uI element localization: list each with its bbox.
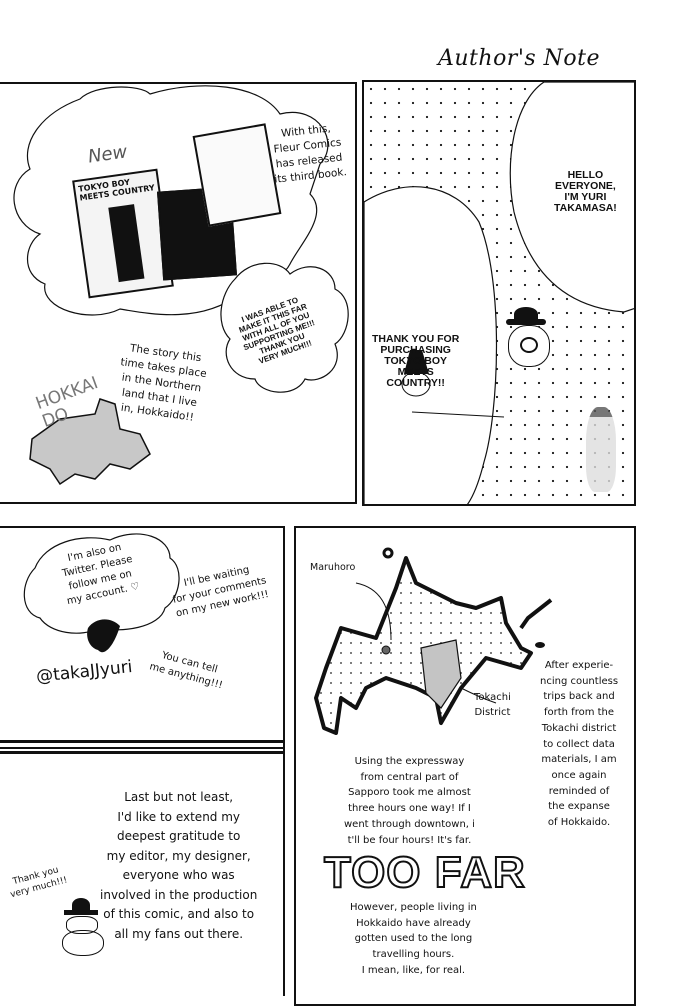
waiting-text: I'll be waiting for your comments on my new work!!! <box>171 564 270 620</box>
tell-text: You can tell me anything!!! <box>148 650 224 692</box>
trips-text: After experie- ncing countless trips back and forth from the Tokachi district to collect data materials, I am once again reminded of the expanse of Hokkaido. <box>540 660 619 829</box>
book-cover-main <box>72 169 174 299</box>
gratitude-text: Last but not least, I'd like to extend my deepest gratitude to my editor, my designer, everyone who was involved in the production of this comic, and also to all my fans out there. <box>100 790 258 941</box>
thought-cloud <box>0 528 285 758</box>
expressway-text: Using the expressway from central part of Sapporo took me almost three hours one way! If I went through downtown, i t'll be four hours! It's far. <box>344 756 475 846</box>
released-text: With this, Fleur Comics has released its third book. <box>273 122 348 186</box>
greeting-bubble-text: HELLO EVERYONE, I'M YURI TAKAMASA! <box>554 169 617 214</box>
mascot-icon <box>60 898 106 958</box>
twitter-handle[interactable]: @takaJJyuri <box>35 657 134 687</box>
book-cover-third <box>193 123 282 226</box>
panel-gratitude <box>0 758 285 996</box>
twitter-bubble-text: I'm also on Twitter. Please follow me on my account. ♡ <box>61 541 141 608</box>
hokkaido-label: HOKKAI DO <box>33 373 101 432</box>
support-bubble-text: I WAS ABLE TO MAKE IT THIS FAR WITH ALL OF YOU SUPPORTING ME!!! THANK YOU VERY MUCH!!! <box>237 295 316 366</box>
panel-new-book <box>0 82 357 504</box>
mascot-icon <box>504 307 554 367</box>
maruhoro-label: Maruhoro <box>310 562 356 573</box>
book-cover-title: TOKYO BOY MEETS COUNTRY <box>77 177 156 203</box>
thanks-bubble-text: THANK YOU FOR PURCHASING TOKYO BOY MEETS COUNTRY!! <box>372 333 460 389</box>
too-far-heading: TOO FAR <box>324 848 526 897</box>
new-label: New <box>86 141 129 168</box>
story-text: The story this time takes place in the Northern land that I live in, Hokkaido!! <box>119 342 208 424</box>
character-figure <box>586 407 616 492</box>
page-title: Author's Note <box>438 46 601 71</box>
however-text: However, people living in Hokkaido have already gotten used to the long travelling hours. I mean, like, for real. <box>350 902 477 976</box>
panel-divider <box>0 740 285 754</box>
panel-hokkaido-map <box>294 526 636 1006</box>
panel-greeting <box>362 80 636 506</box>
panel-twitter <box>0 526 285 758</box>
tokachi-district-label: Tokachi District <box>474 692 511 718</box>
thank-you-text: Thank you very much!!! <box>9 865 69 901</box>
